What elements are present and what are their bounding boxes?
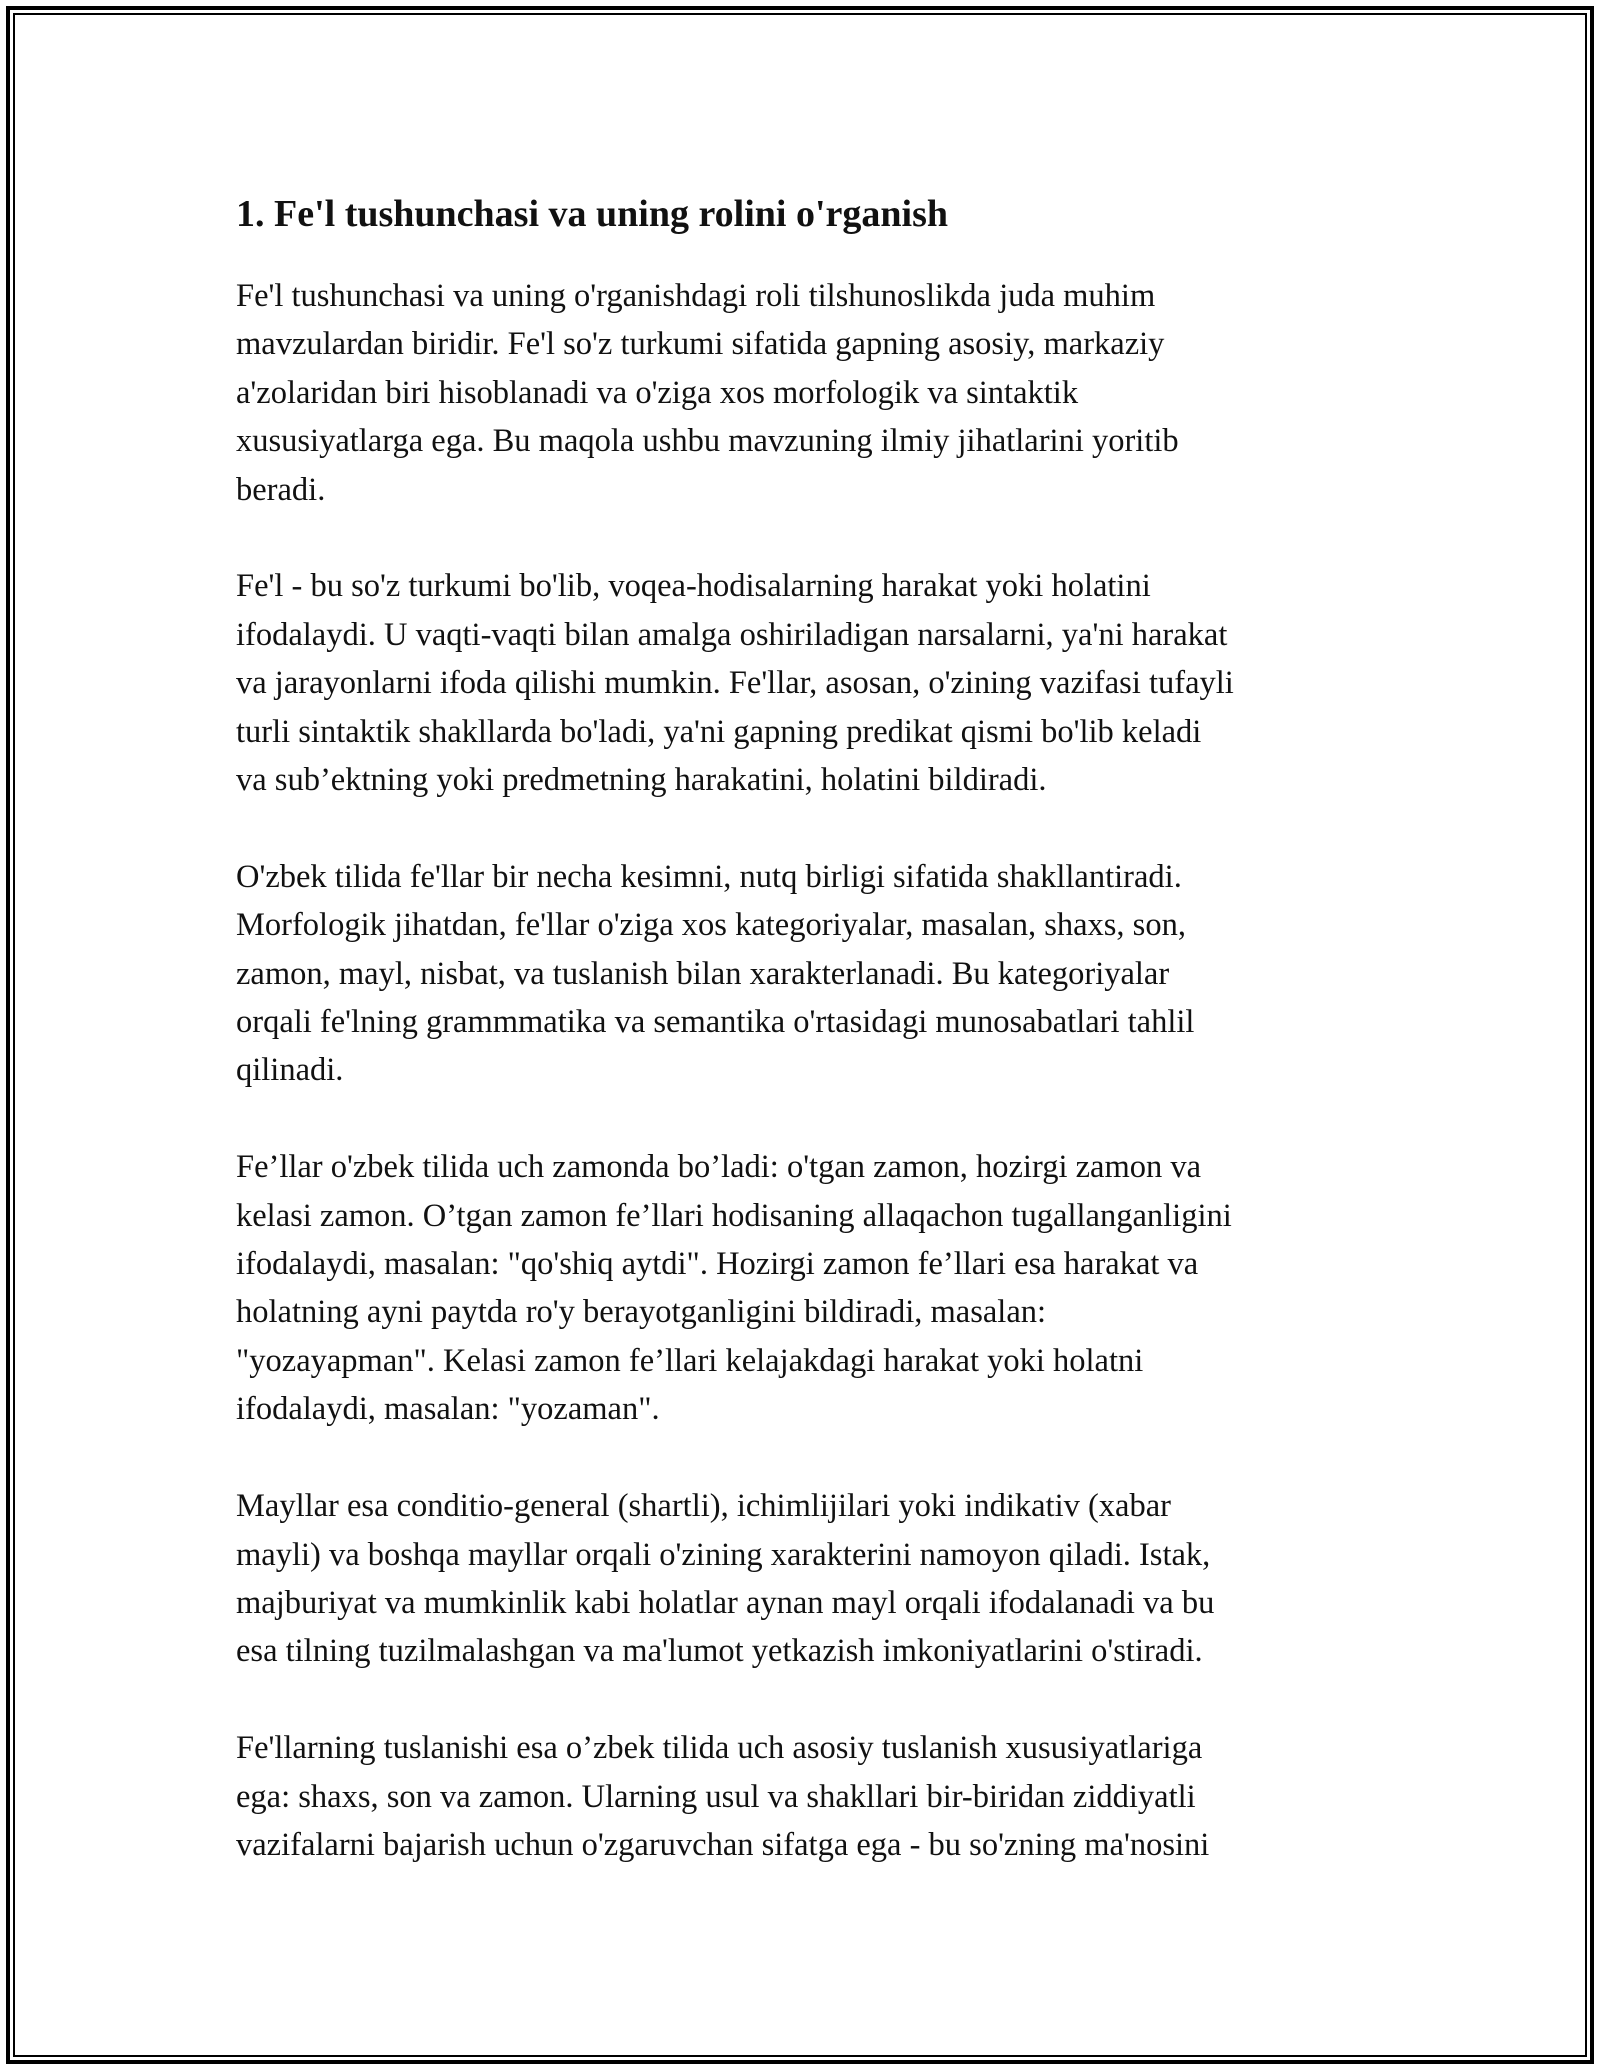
text-line: qilinadi. bbox=[236, 1052, 344, 1089]
text-line: xususiyatlarga ega. Bu maqola ushbu mavzuning ilmiy jihatlarini yoritib bbox=[236, 423, 1179, 460]
text-line: majburiyat va mumkinlik kabi holatlar aynan mayl orqali ifodalanadi va bu bbox=[236, 1584, 1215, 1621]
paragraph-6 bbox=[236, 1724, 1376, 1869]
section-title: 1. Fe'l tushunchasi va uning rolini o'rganish bbox=[236, 193, 948, 235]
text-line: ifodalaydi, masalan: "qo'shiq aytdi". Hozirgi zamon fe’llari esa harakat va bbox=[236, 1246, 1199, 1283]
text-line: va jarayonlarni ifoda qilishi mumkin. Fe'llar, asosan, o'zining vazifasi tufayli bbox=[236, 665, 1234, 702]
text-line: Fe’llar o'zbek tilida uch zamonda bo’ladi: o'tgan zamon, hozirgi zamon va bbox=[236, 1149, 1202, 1186]
text-line: Fe'l - bu so'z turkumi bo'lib, voqea-hodisalarning harakat yoki holatini bbox=[236, 568, 1151, 605]
text-line: holatning ayni paytda ro'y berayotganligini bildiradi, masalan: bbox=[236, 1294, 1047, 1331]
text-line: mayli) va boshqa mayllar orqali o'zining xarakterini namoyon qiladi. Istak, bbox=[236, 1536, 1211, 1573]
text-line: ifodalaydi, masalan: "yozaman". bbox=[236, 1391, 660, 1428]
text-line: mavzulardan biridir. Fe'l so'z turkumi sifatida gapning asosiy, markaziy bbox=[236, 326, 1165, 363]
document-body bbox=[236, 188, 1376, 1918]
text-line: va sub’ektning yoki predmetning harakatini, holatini bildiradi. bbox=[236, 762, 1047, 799]
text-line: orqali fe'lning grammmatika va semantika o'rtasidagi munosabatlari tahlil bbox=[236, 1004, 1195, 1041]
text-line: zamon, mayl, nisbat, va tuslanish bilan xarakterlanadi. Bu kategoriyalar bbox=[236, 955, 1170, 992]
text-line: beradi. bbox=[236, 471, 326, 508]
paragraph-1 bbox=[236, 272, 1376, 514]
text-line: vazifalarni bajarish uchun o'zgaruvchan sifatga ega - bu so'zning ma'nosini bbox=[236, 1826, 1210, 1863]
text-line: ega: shaxs, son va zamon. Ularning usul va shakllari bir-biridan ziddiyatli bbox=[236, 1778, 1196, 1815]
paragraph-3 bbox=[236, 853, 1376, 1095]
text-line: "yozayapman". Kelasi zamon fe’llari kelajakdagi harakat yoki holatni bbox=[236, 1342, 1144, 1379]
text-line: turli sintaktik shakllarda bo'ladi, ya'ni gapning predikat qismi bo'lib keladi bbox=[236, 713, 1202, 750]
paragraph-2 bbox=[236, 562, 1376, 804]
text-line: Fe'llarning tuslanishi esa o’zbek tilida uch asosiy tuslanish xususiyatlariga bbox=[236, 1730, 1203, 1767]
text-line: O'zbek tilida fe'llar bir necha kesimni, nutq birligi sifatida shakllantiradi. bbox=[236, 858, 1182, 895]
text-line: Fe'l tushunchasi va uning o'rganishdagi roli tilshunoslikda juda muhim bbox=[236, 278, 1156, 314]
text-line: Morfologik jihatdan, fe'llar o'ziga xos kategoriyalar, masalan, shaxs, son, bbox=[236, 907, 1186, 944]
paragraph-5 bbox=[236, 1482, 1376, 1676]
text-line: esa tilning tuzilmalashgan va ma'lumot yetkazish imkoniyatlarini o'stiradi. bbox=[236, 1633, 1203, 1670]
text-line: Mayllar esa conditio-general (shartli), ichimlijilari yoki indikativ (xabar bbox=[236, 1488, 1171, 1525]
text-line: kelasi zamon. O’tgan zamon fe’llari hodisaning allaqachon tugallanganligini bbox=[236, 1197, 1232, 1234]
text-line: ifodalaydi. U vaqti-vaqti bilan amalga oshiriladigan narsalarni, ya'ni harakat bbox=[236, 616, 1228, 653]
paragraph-4 bbox=[236, 1143, 1376, 1433]
text-line: a'zolaridan biri hisoblanadi va o'ziga xos morfologik va sintaktik bbox=[236, 374, 1079, 411]
